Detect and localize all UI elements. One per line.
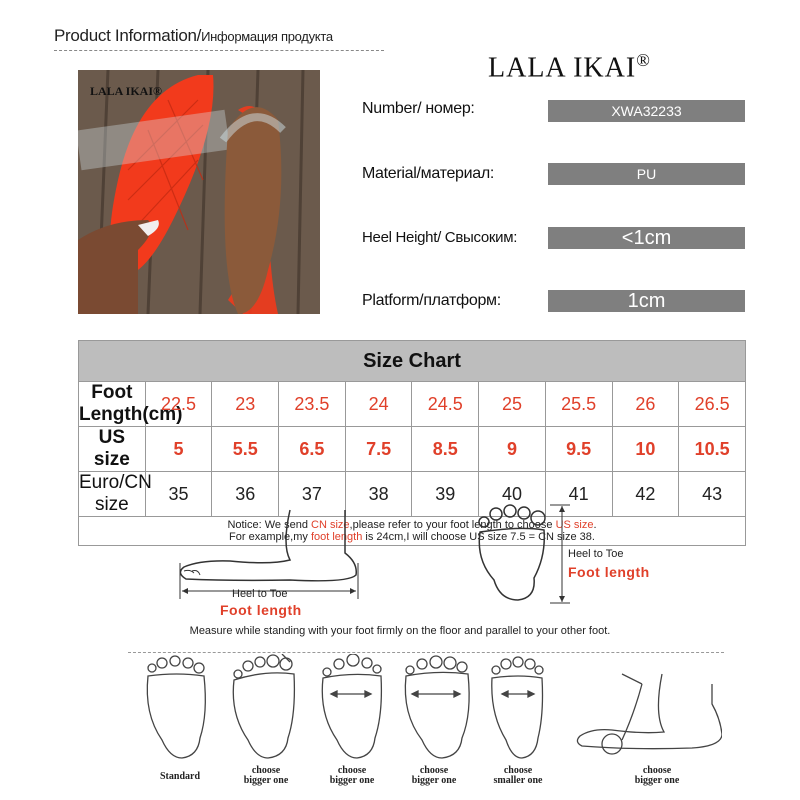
table-cell: 36	[212, 472, 279, 517]
foot-caption	[478, 766, 558, 786]
foot-caption-line2: bigger one	[411, 775, 457, 786]
table-cell: 9.5	[545, 427, 612, 472]
spec-label-heel-height: Heel Height/ Свысоким:	[362, 229, 518, 246]
foot-long-toe-icon	[322, 654, 381, 758]
section-title-ru: Информация продукта	[201, 29, 333, 44]
spec-value-heel-height: <1cm	[548, 227, 745, 249]
foot-length-label-left: Foot length	[220, 602, 302, 618]
spec-value-number: XWA32233	[548, 100, 745, 122]
table-cell: 35	[145, 472, 212, 517]
table-cell: 5.5	[212, 427, 279, 472]
foot-caption-line1: Standard	[159, 771, 200, 782]
table-cell: 40	[479, 472, 546, 517]
table-cell: 41	[545, 472, 612, 517]
table-cell: 22.5	[145, 382, 212, 427]
table-cell: 25.5	[545, 382, 612, 427]
foot-length-label-right: Foot length	[568, 564, 650, 580]
foot-caption	[140, 772, 220, 782]
row-label-euro-size: Euro/CN size	[79, 472, 152, 515]
foot-caption-line2: smaller one	[493, 775, 543, 786]
table-cell: 8.5	[412, 427, 479, 472]
table-row-us-size	[79, 427, 746, 472]
table-cell: 42	[612, 472, 679, 517]
foot-caption-line1: choose	[642, 765, 672, 776]
foot-shapes-icon-row	[142, 654, 722, 764]
foot-caption	[226, 766, 306, 786]
notice-text: ,please refer to your foot length to choose	[349, 519, 556, 531]
table-cell: 39	[412, 472, 479, 517]
section-title	[54, 26, 333, 46]
brand-mark: ®	[636, 50, 651, 70]
table-cell: 5	[145, 427, 212, 472]
heel-to-toe-label-right: Heel to Toe	[568, 548, 624, 560]
table-cell: 23.5	[279, 382, 346, 427]
notice-text: Notice: We send	[227, 519, 311, 531]
notice-highlight: US size	[555, 519, 594, 531]
product-photo-illustration	[78, 70, 320, 314]
photo-brand-watermark: LALA IKAI®	[90, 84, 162, 98]
table-cell: 7.5	[345, 427, 412, 472]
table-cell: 24	[345, 382, 412, 427]
spec-label-number: Number/ номер:	[362, 100, 475, 117]
size-chart-title: Size Chart	[79, 341, 746, 382]
notice-text: .	[593, 519, 597, 531]
notice-highlight: CN size	[311, 519, 350, 531]
table-cell: 43	[679, 472, 746, 517]
foot-caption	[312, 766, 392, 786]
measure-instruction: Measure while standing with your foot firmly on the floor and parallel to your other foot.	[189, 625, 611, 637]
table-cell: 25	[479, 382, 546, 427]
table-cell: 37	[279, 472, 346, 517]
notice-text: For example,my	[229, 531, 311, 543]
foot-narrow-icon	[492, 657, 543, 758]
table-cell: 38	[345, 472, 412, 517]
foot-caption-line1: choose	[503, 765, 533, 776]
section-title-en: Product Information/	[54, 26, 202, 45]
foot-caption-line2: bigger one	[329, 775, 375, 786]
foot-standard-icon	[147, 656, 205, 758]
feet-divider	[128, 652, 724, 653]
foot-wide-icon	[405, 656, 469, 758]
brand-name: LALA IKAI	[488, 52, 637, 84]
foot-caption-line2: bigger one	[243, 775, 289, 786]
spec-label-material: Material/материал:	[362, 165, 495, 182]
foot-caption-line2: bigger one	[634, 775, 680, 786]
table-cell: 10.5	[679, 427, 746, 472]
title-divider	[54, 50, 384, 51]
notice-text: is 24cm,I will choose US size 7.5 = CN size 38.	[362, 531, 595, 543]
table-cell: 23	[212, 382, 279, 427]
table-cell: 9	[479, 427, 546, 472]
product-photo	[78, 70, 320, 314]
heel-to-toe-label-left: Heel to Toe	[232, 588, 288, 600]
spec-value-material: PU	[548, 163, 745, 185]
foot-wide-toes-icon	[233, 654, 294, 758]
foot-high-arch-icon	[577, 674, 722, 754]
foot-caption-line1: choose	[251, 765, 281, 776]
table-cell: 24.5	[412, 382, 479, 427]
row-label-foot-length: Foot Length(cm)	[79, 382, 183, 425]
table-cell: 26.5	[679, 382, 746, 427]
table-cell: 10	[612, 427, 679, 472]
foot-caption-line1: choose	[337, 765, 367, 776]
table-row-foot-length	[79, 382, 746, 427]
row-label-us-size: US size	[79, 427, 146, 472]
spec-label-platform: Platform/платформ:	[362, 292, 501, 309]
foot-caption	[394, 766, 474, 786]
brand-logo	[488, 50, 651, 84]
foot-side-view-icon	[170, 505, 370, 600]
table-cell: 26	[612, 382, 679, 427]
notice-highlight: foot length	[310, 531, 363, 543]
foot-caption	[612, 766, 702, 786]
spec-value-platform: 1cm	[548, 290, 745, 312]
foot-caption-line1: choose	[419, 765, 449, 776]
table-cell: 6.5	[279, 427, 346, 472]
